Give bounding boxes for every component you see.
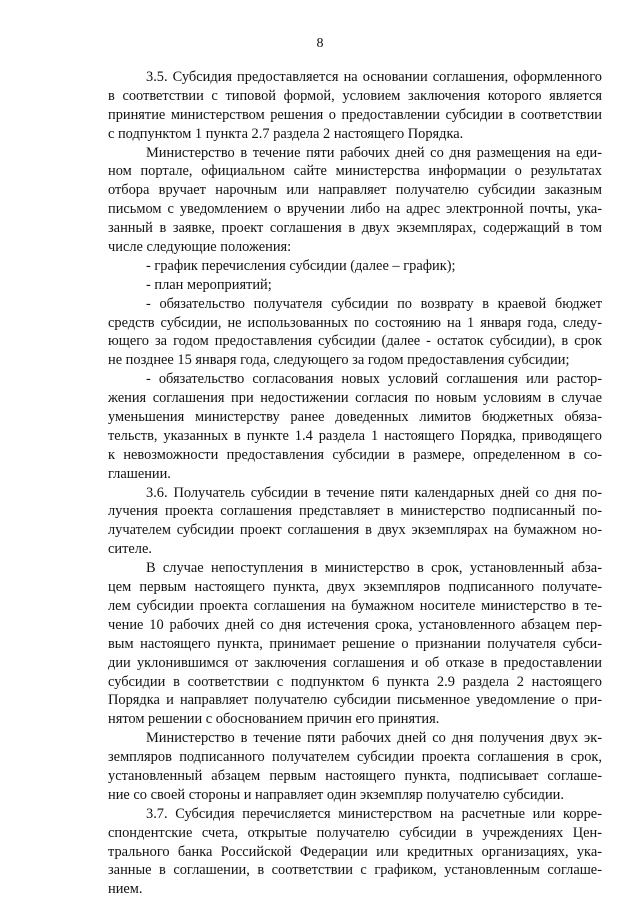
text-line: лем субсидии проекта соглашения на бумажном носителе министерство в те- [108, 597, 602, 614]
text-line: отбора вручает нарочным или направляет получателю субсидии заказным [108, 182, 602, 199]
text-line: установленный абзацем первым настоящего пункта, подписывает соглаше- [108, 767, 602, 784]
paragraph-item-return-obligation [108, 295, 602, 371]
text-line: письмом с уведомлением о вручении либо на адрес электронной почты, ука- [108, 201, 602, 218]
text-line: - обязательство получателя субсидии по возврату в краевой бюджет [146, 295, 602, 312]
text-line: - график перечисления субсидии (далее – график); [146, 257, 456, 274]
text-line: Порядка и направляет получателю субсидии письменное уведомление о при- [108, 692, 602, 709]
text-line: средств субсидии, не использованных по состоянию на 1 января года, следу- [108, 314, 602, 331]
text-line: - обязательство согласования новых условий соглашения или растор- [146, 371, 602, 388]
text-line: субсидии в соответствии с подпунктом 6 пункта 2.9 раздела 2 настоящего [108, 673, 602, 690]
paragraph-clause-3-7 [108, 805, 602, 899]
text-line: нием. [108, 881, 143, 898]
document-body [108, 68, 602, 899]
text-line: сителе. [108, 541, 152, 558]
text-line: с подпунктом 1 пункта 2.7 раздела 2 настоящего Порядка. [108, 125, 464, 142]
text-line: земпляров подписанного получателем субсидии проекта соглашения в срок, [108, 749, 602, 766]
text-line: лучения проекта соглашения представляет в министерство подписанный по- [108, 503, 602, 520]
text-line: не позднее 15 января года, следующего за годом предоставления субсидии; [108, 352, 570, 369]
text-line: 3.7. Субсидия перечисляется министерством на расчетные или корре- [146, 805, 602, 822]
paragraph-non-receipt-case [108, 559, 602, 729]
text-line: принятие министерством решения о предоставлении субсидии в соответствии [108, 106, 602, 123]
paragraph-clause-3-5 [108, 68, 602, 144]
text-line: занный в заявке, проект соглашения в двух экземплярах, содержащий в том [108, 220, 602, 237]
paragraph-item-schedule [108, 257, 602, 276]
text-line: ющего за годом предоставления субсидии (далее - остаток субсидии), в срок [108, 333, 602, 350]
text-line: к невозможности предоставления субсидии в размере, определенном в со- [108, 446, 602, 463]
page-number: 8 [316, 36, 324, 51]
text-line: нятом решении с обоснованием причин его принятия. [108, 711, 440, 728]
paragraph-item-new-conditions [108, 370, 602, 483]
text-line: глашении. [108, 465, 171, 482]
paragraph-item-plan [108, 276, 602, 295]
paragraph-ministry-sends-agreement [108, 144, 602, 257]
text-line: дии уклонившимся от заключения соглашения и об отказе в предоставлении [108, 654, 602, 671]
text-line: 3.6. Получатель субсидии в течение пяти календарных дней со дня по- [146, 484, 602, 501]
text-line: вым настоящего пункта, принимает решение о признании получателя субси- [108, 635, 602, 652]
text-line: Министерство в течение пяти рабочих дней со дня размещения на еди- [146, 144, 602, 161]
text-line: числе следующие положения: [108, 239, 292, 256]
text-line: цем первым настоящего пункта, двух экземпляров подписанного получате- [108, 579, 602, 596]
text-line: - план мероприятий; [146, 276, 272, 293]
paragraph-ministry-signs [108, 729, 602, 805]
text-line: лучателем субсидии проект соглашения в двух экземплярах на бумажном но- [108, 522, 602, 539]
text-line: в соответствии с типовой формой, условием заключения которого является [108, 87, 602, 104]
text-line: чение 10 рабочих дней со дня истечения срока, установленного абзацем пер- [108, 616, 602, 633]
paragraph-clause-3-6 [108, 484, 602, 560]
text-line: ние со своей стороны и направляет один экземпляр получателю субсидии. [108, 786, 564, 803]
text-line: трального банка Российской Федерации или кредитных организациях, ука- [108, 843, 602, 860]
text-line: ном портале, официальном сайте министерства информации о результатах [108, 163, 602, 180]
text-line: Министерство в течение пяти рабочих дней со дня получения двух эк- [146, 730, 602, 747]
text-line: уменьшения министерству ранее доведенных лимитов бюджетных обяза- [108, 409, 602, 426]
text-line: занные в соглашении, в соответствии с графиком, установленным соглаше- [108, 862, 602, 879]
text-line: тельств, указанных в пункте 1.4 раздела 1 настоящего Порядка, приводящего [108, 427, 602, 444]
text-line: жения соглашения при недостижении согласия по новым условиям в случае [108, 390, 602, 407]
text-line: спондентские счета, открытые получателю субсидии в учреждениях Цен- [108, 824, 602, 841]
text-line: В случае непоступления в министерство в срок, установленный абза- [146, 560, 602, 577]
text-line: 3.5. Субсидия предоставляется на основании соглашения, оформленного [146, 69, 602, 85]
